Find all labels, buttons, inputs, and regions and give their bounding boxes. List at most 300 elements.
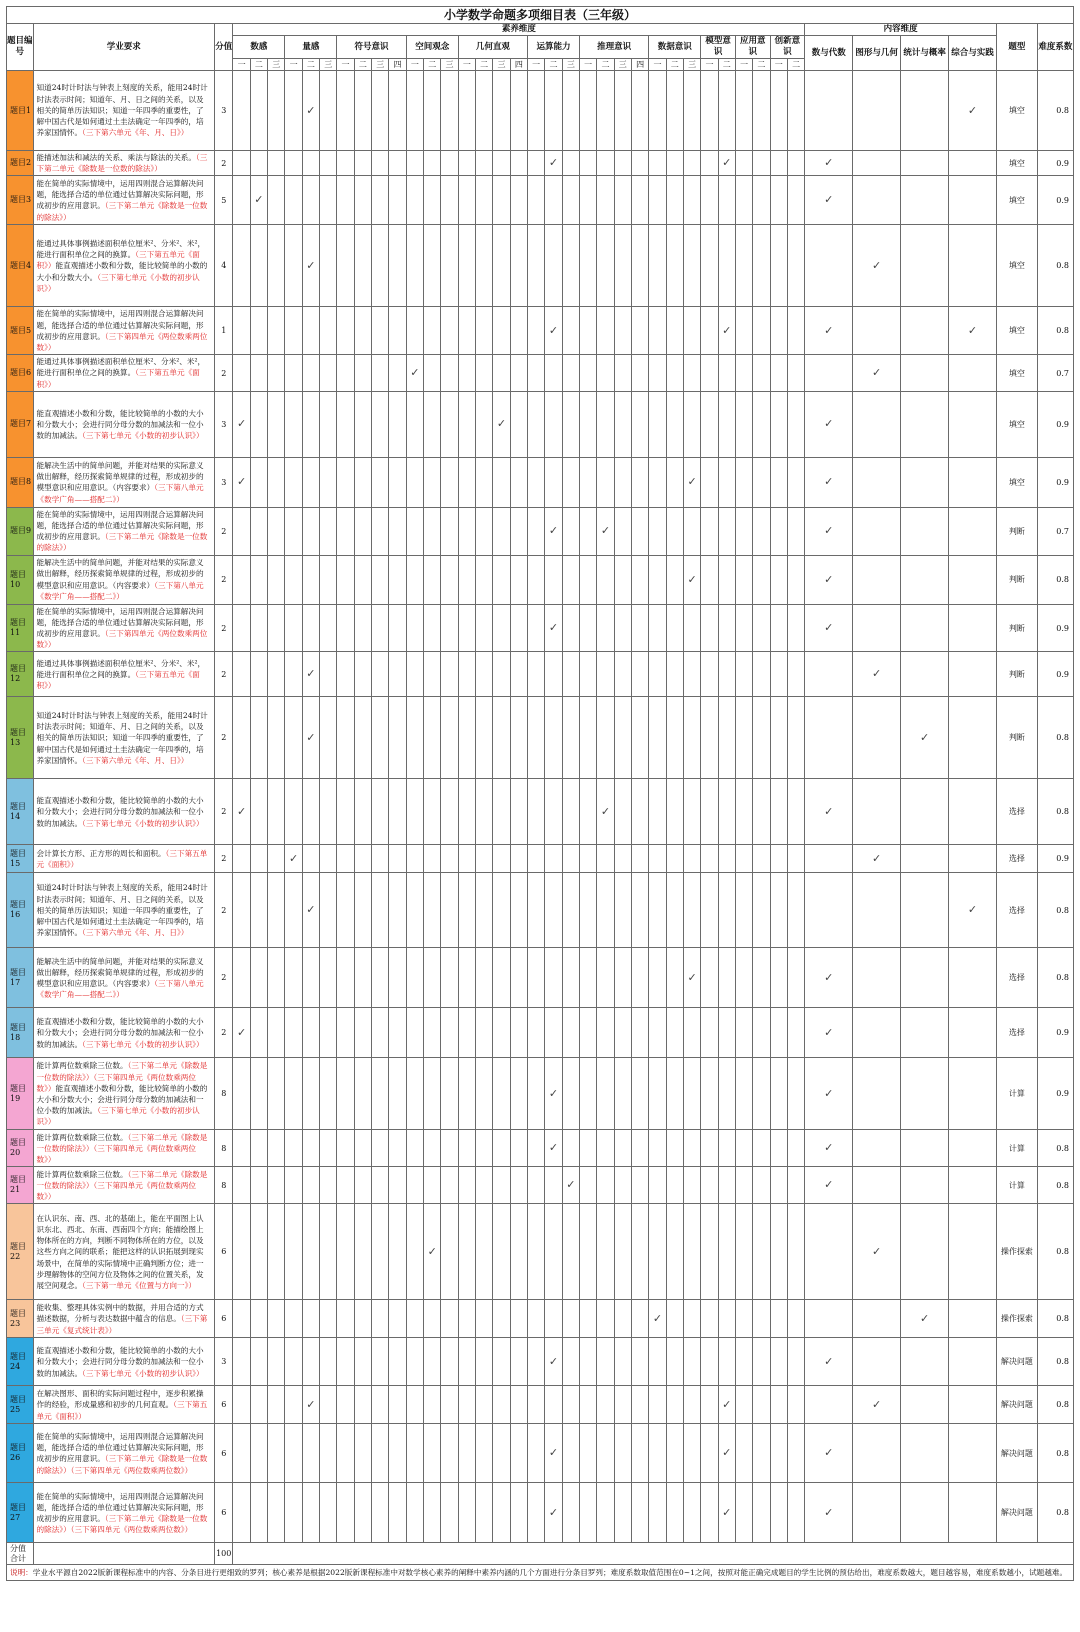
literacy-check-cell bbox=[250, 1300, 267, 1338]
literacy-check-cell: ✓ bbox=[545, 1424, 562, 1483]
literacy-check-cell bbox=[631, 1167, 648, 1204]
literacy-subheader: 三 bbox=[614, 59, 631, 71]
literacy-check-cell bbox=[406, 391, 423, 457]
literacy-check-cell bbox=[337, 604, 354, 652]
requirement-text: 能通过具体事例描述面积单位厘米²、分米²、米²，能进行面积单位之间的换算。 bbox=[36, 658, 206, 679]
requirement-cell bbox=[33, 1130, 215, 1167]
literacy-check-cell bbox=[493, 457, 510, 507]
literacy-check-cell bbox=[597, 555, 614, 604]
requirement-text: 能解决生活中的简单问题，并能对结果的实际意义做出解释，经历探索简单规律的过程，形成初步的模型意识和应用意识。（内容要求） bbox=[36, 956, 204, 988]
literacy-check-cell bbox=[579, 845, 596, 873]
literacy-check-cell bbox=[683, 1300, 700, 1338]
literacy-check-cell bbox=[268, 507, 285, 555]
literacy-check-cell bbox=[753, 1008, 770, 1058]
literacy-check-cell bbox=[476, 604, 493, 652]
literacy-check-cell bbox=[285, 1167, 302, 1204]
literacy-check-cell bbox=[528, 1424, 545, 1483]
literacy-check-cell bbox=[424, 507, 441, 555]
literacy-check-cell bbox=[787, 555, 804, 604]
question-type-cell: 解决问题 bbox=[997, 1424, 1038, 1483]
literacy-check-cell bbox=[545, 355, 562, 392]
literacy-check-cell bbox=[510, 307, 527, 355]
question-id-cell: 题目19 bbox=[7, 1058, 34, 1130]
literacy-check-cell bbox=[510, 845, 527, 873]
literacy-check-cell bbox=[285, 779, 302, 845]
literacy-check-cell bbox=[614, 652, 631, 697]
literacy-check-cell bbox=[562, 697, 579, 779]
content-check-cell bbox=[949, 1386, 997, 1424]
literacy-check-cell bbox=[770, 507, 787, 555]
literacy-check-cell bbox=[250, 779, 267, 845]
literacy-check-cell bbox=[250, 1204, 267, 1300]
literacy-check-cell bbox=[424, 307, 441, 355]
literacy-check-cell: ✓ bbox=[233, 779, 250, 845]
literacy-check-cell bbox=[372, 697, 389, 779]
literacy-check-cell bbox=[302, 1058, 319, 1130]
content-check-cell bbox=[805, 652, 853, 697]
content-check-cell bbox=[901, 1338, 949, 1386]
literacy-check-cell bbox=[770, 225, 787, 307]
score-cell: 2 bbox=[215, 779, 233, 845]
literacy-check-cell: ✓ bbox=[597, 779, 614, 845]
literacy-check-cell bbox=[424, 1008, 441, 1058]
literacy-check-cell bbox=[753, 1058, 770, 1130]
literacy-check-cell bbox=[389, 1008, 406, 1058]
literacy-check-cell bbox=[701, 225, 718, 307]
literacy-check-cell bbox=[233, 845, 250, 873]
literacy-check-cell bbox=[406, 1167, 423, 1204]
literacy-check-cell bbox=[302, 1204, 319, 1300]
literacy-check-cell bbox=[320, 355, 337, 392]
content-check-cell bbox=[949, 151, 997, 176]
header-id: 题目编号 bbox=[7, 24, 34, 71]
literacy-check-cell bbox=[787, 307, 804, 355]
literacy-check-cell bbox=[268, 1058, 285, 1130]
literacy-check-cell bbox=[528, 176, 545, 225]
literacy-check-cell bbox=[579, 1130, 596, 1167]
literacy-check-cell bbox=[787, 1204, 804, 1300]
literacy-check-cell bbox=[770, 1204, 787, 1300]
literacy-check-cell bbox=[631, 457, 648, 507]
literacy-check-cell bbox=[666, 1300, 683, 1338]
literacy-check-cell bbox=[718, 71, 735, 151]
literacy-check-cell bbox=[354, 555, 371, 604]
difficulty-cell: 0.8 bbox=[1037, 225, 1073, 307]
question-type-cell: 填空 bbox=[997, 391, 1038, 457]
literacy-check-cell bbox=[372, 1424, 389, 1483]
literacy-check-cell bbox=[320, 1300, 337, 1338]
literacy-check-cell bbox=[389, 1058, 406, 1130]
literacy-check-cell bbox=[337, 948, 354, 1008]
literacy-check-cell bbox=[302, 779, 319, 845]
content-check-cell bbox=[949, 391, 997, 457]
literacy-check-cell bbox=[753, 225, 770, 307]
requirement-text: 能通过具体事例描述面积单位厘米²、分米²、米²，能进行面积单位之间的换算。 bbox=[36, 238, 206, 260]
content-check-cell: ✓ bbox=[805, 176, 853, 225]
content-check-cell: ✓ bbox=[805, 391, 853, 457]
literacy-check-cell bbox=[424, 1300, 441, 1338]
literacy-check-cell bbox=[528, 652, 545, 697]
literacy-check-cell bbox=[562, 307, 579, 355]
content-check-cell bbox=[853, 873, 901, 948]
literacy-check-cell bbox=[406, 1483, 423, 1543]
literacy-check-cell bbox=[372, 71, 389, 151]
literacy-check-cell bbox=[579, 71, 596, 151]
literacy-check-cell bbox=[631, 1386, 648, 1424]
literacy-check-cell bbox=[579, 697, 596, 779]
literacy-check-cell bbox=[320, 1424, 337, 1483]
literacy-check-cell bbox=[424, 555, 441, 604]
content-check-cell bbox=[853, 1058, 901, 1130]
literacy-check-cell bbox=[337, 1386, 354, 1424]
literacy-check-cell bbox=[320, 1130, 337, 1167]
literacy-check-cell bbox=[735, 1424, 752, 1483]
header-content-dimension: 内容维度 bbox=[805, 24, 997, 36]
literacy-check-cell bbox=[233, 1483, 250, 1543]
literacy-check-cell bbox=[649, 604, 666, 652]
literacy-check-cell bbox=[666, 779, 683, 845]
content-check-cell bbox=[901, 151, 949, 176]
literacy-check-cell bbox=[476, 307, 493, 355]
literacy-check-cell bbox=[718, 1300, 735, 1338]
literacy-check-cell bbox=[337, 225, 354, 307]
literacy-check-cell bbox=[545, 1300, 562, 1338]
literacy-check-cell bbox=[787, 1338, 804, 1386]
literacy-check-cell bbox=[233, 873, 250, 948]
literacy-check-cell bbox=[718, 176, 735, 225]
literacy-check-cell bbox=[579, 1424, 596, 1483]
literacy-check-cell bbox=[233, 1204, 250, 1300]
literacy-check-cell bbox=[579, 355, 596, 392]
literacy-check-cell bbox=[285, 1483, 302, 1543]
content-check-cell bbox=[901, 652, 949, 697]
literacy-check-cell bbox=[493, 1008, 510, 1058]
literacy-check-cell bbox=[701, 1483, 718, 1543]
literacy-check-cell bbox=[614, 873, 631, 948]
literacy-check-cell bbox=[372, 604, 389, 652]
literacy-check-cell bbox=[597, 1338, 614, 1386]
literacy-check-cell bbox=[268, 151, 285, 176]
literacy-check-cell bbox=[562, 555, 579, 604]
literacy-check-cell bbox=[250, 71, 267, 151]
difficulty-cell: 0.8 bbox=[1037, 307, 1073, 355]
literacy-check-cell bbox=[441, 1130, 458, 1167]
literacy-check-cell bbox=[666, 151, 683, 176]
literacy-check-cell bbox=[683, 652, 700, 697]
literacy-check-cell bbox=[770, 697, 787, 779]
literacy-check-cell bbox=[614, 555, 631, 604]
literacy-check-cell bbox=[579, 1386, 596, 1424]
difficulty-cell: 0.9 bbox=[1037, 1058, 1073, 1130]
literacy-check-cell bbox=[770, 873, 787, 948]
literacy-check-cell bbox=[389, 151, 406, 176]
literacy-check-cell bbox=[389, 1424, 406, 1483]
literacy-check-cell bbox=[770, 307, 787, 355]
literacy-check-cell bbox=[718, 1008, 735, 1058]
question-type-cell: 计算 bbox=[997, 1167, 1038, 1204]
literacy-check-cell bbox=[268, 1300, 285, 1338]
literacy-check-cell bbox=[320, 225, 337, 307]
table-row bbox=[7, 948, 1074, 1008]
literacy-check-cell bbox=[631, 1204, 648, 1300]
question-type-cell: 操作探索 bbox=[997, 1204, 1038, 1300]
literacy-check-cell bbox=[285, 176, 302, 225]
literacy-check-cell bbox=[701, 652, 718, 697]
literacy-check-cell bbox=[770, 391, 787, 457]
literacy-check-cell bbox=[285, 1300, 302, 1338]
textbook-reference: （三下第二单元《除数是一位数的除法》）（三下第四单元《两位数乘两位数》） bbox=[36, 1513, 208, 1535]
literacy-check-cell bbox=[770, 1300, 787, 1338]
literacy-check-cell bbox=[683, 176, 700, 225]
literacy-check-cell bbox=[424, 391, 441, 457]
literacy-check-cell bbox=[614, 355, 631, 392]
literacy-check-cell bbox=[337, 1130, 354, 1167]
requirement-text: 能直观描述小数和分数，能比较简单的小数的大小和分数大小；会进行同分母分数的加减法和一位小数的加减法。 bbox=[36, 1346, 204, 1378]
literacy-check-cell bbox=[631, 225, 648, 307]
literacy-subheader: 四 bbox=[631, 59, 648, 71]
literacy-check-cell bbox=[424, 457, 441, 507]
literacy-check-cell bbox=[718, 225, 735, 307]
content-check-cell bbox=[901, 307, 949, 355]
requirement-text: 知道24时计时法与钟表上刻度的关系，能用24时计时法表示时间；知道年、月、日之间的关系，以及相关的简单历法知识；知道一年四季的重要性，了解中国古代是如何通过土圭法确定一年四季的，培养家国情怀。 bbox=[36, 710, 208, 765]
total-label: 分值合计 bbox=[7, 1543, 34, 1565]
literacy-check-cell bbox=[372, 845, 389, 873]
literacy-check-cell bbox=[787, 845, 804, 873]
literacy-check-cell bbox=[441, 1338, 458, 1386]
literacy-check-cell bbox=[770, 948, 787, 1008]
content-check-cell: ✓ bbox=[805, 779, 853, 845]
literacy-check-cell bbox=[302, 555, 319, 604]
requirement-cell bbox=[33, 507, 215, 555]
literacy-check-cell bbox=[233, 176, 250, 225]
score-cell: 2 bbox=[215, 1008, 233, 1058]
content-check-cell bbox=[901, 391, 949, 457]
literacy-check-cell bbox=[233, 1338, 250, 1386]
score-cell: 2 bbox=[215, 604, 233, 652]
literacy-subheader: 三 bbox=[320, 59, 337, 71]
literacy-check-cell bbox=[493, 1424, 510, 1483]
literacy-check-cell bbox=[268, 948, 285, 1008]
literacy-check-cell bbox=[320, 555, 337, 604]
literacy-check-cell bbox=[735, 1058, 752, 1130]
literacy-check-cell bbox=[701, 1167, 718, 1204]
table-row bbox=[7, 1386, 1074, 1424]
literacy-check-cell bbox=[389, 1130, 406, 1167]
literacy-check-cell bbox=[250, 1483, 267, 1543]
literacy-check-cell bbox=[545, 457, 562, 507]
content-column-header: 综合与实践 bbox=[949, 36, 997, 71]
literacy-check-cell bbox=[493, 355, 510, 392]
literacy-check-cell bbox=[320, 1058, 337, 1130]
literacy-check-cell bbox=[666, 1386, 683, 1424]
literacy-subheader: 二 bbox=[545, 59, 562, 71]
content-check-cell bbox=[853, 779, 901, 845]
literacy-check-cell bbox=[631, 948, 648, 1008]
question-id-cell: 题目2 bbox=[7, 151, 34, 176]
content-check-cell bbox=[949, 1424, 997, 1483]
literacy-check-cell bbox=[528, 225, 545, 307]
content-check-cell bbox=[901, 1204, 949, 1300]
literacy-check-cell: ✓ bbox=[649, 1300, 666, 1338]
literacy-check-cell bbox=[735, 391, 752, 457]
content-check-cell: ✓ bbox=[805, 507, 853, 555]
literacy-check-cell bbox=[510, 1008, 527, 1058]
literacy-check-cell bbox=[441, 873, 458, 948]
literacy-check-cell bbox=[406, 1300, 423, 1338]
literacy-check-cell bbox=[753, 457, 770, 507]
note-row bbox=[7, 1565, 1074, 1581]
literacy-check-cell bbox=[441, 71, 458, 151]
literacy-check-cell bbox=[666, 948, 683, 1008]
literacy-check-cell bbox=[701, 1424, 718, 1483]
content-check-cell bbox=[949, 1483, 997, 1543]
literacy-check-cell bbox=[666, 225, 683, 307]
score-cell: 2 bbox=[215, 652, 233, 697]
content-check-cell bbox=[901, 1167, 949, 1204]
literacy-check-cell: ✓ bbox=[718, 1386, 735, 1424]
literacy-group-header: 数感 bbox=[233, 36, 285, 59]
literacy-check-cell bbox=[683, 307, 700, 355]
literacy-check-cell bbox=[337, 1338, 354, 1386]
literacy-check-cell bbox=[614, 1424, 631, 1483]
literacy-check-cell bbox=[476, 507, 493, 555]
literacy-check-cell bbox=[770, 1058, 787, 1130]
total-empty bbox=[33, 1543, 215, 1565]
literacy-check-cell bbox=[528, 151, 545, 176]
literacy-check-cell bbox=[285, 948, 302, 1008]
literacy-check-cell bbox=[614, 391, 631, 457]
literacy-check-cell bbox=[787, 697, 804, 779]
content-check-cell: ✓ bbox=[805, 307, 853, 355]
question-id-cell: 题目26 bbox=[7, 1424, 34, 1483]
question-id-cell: 题目15 bbox=[7, 845, 34, 873]
literacy-check-cell bbox=[753, 1130, 770, 1167]
literacy-check-cell bbox=[250, 604, 267, 652]
literacy-check-cell bbox=[458, 151, 475, 176]
literacy-check-cell bbox=[389, 507, 406, 555]
literacy-check-cell bbox=[562, 1338, 579, 1386]
literacy-check-cell bbox=[389, 1204, 406, 1300]
literacy-check-cell bbox=[510, 604, 527, 652]
literacy-check-cell bbox=[528, 948, 545, 1008]
literacy-check-cell bbox=[787, 652, 804, 697]
literacy-check-cell bbox=[631, 1483, 648, 1543]
literacy-check-cell bbox=[372, 391, 389, 457]
literacy-check-cell bbox=[753, 71, 770, 151]
literacy-check-cell bbox=[458, 1008, 475, 1058]
literacy-check-cell bbox=[701, 845, 718, 873]
literacy-check-cell bbox=[666, 604, 683, 652]
content-check-cell bbox=[901, 176, 949, 225]
literacy-check-cell bbox=[545, 555, 562, 604]
content-check-cell bbox=[901, 1424, 949, 1483]
score-cell: 2 bbox=[215, 555, 233, 604]
literacy-check-cell bbox=[579, 604, 596, 652]
literacy-check-cell bbox=[441, 1058, 458, 1130]
content-check-cell bbox=[949, 1008, 997, 1058]
textbook-reference: （三下第五单元《面积》） bbox=[36, 1400, 208, 1421]
literacy-check-cell bbox=[528, 845, 545, 873]
literacy-check-cell bbox=[476, 652, 493, 697]
literacy-check-cell bbox=[562, 391, 579, 457]
textbook-reference: （三下第二单元《除数是一位数的除法》）（三下第四单元《两位数乘两位数》） bbox=[36, 1454, 208, 1475]
literacy-check-cell bbox=[510, 1300, 527, 1338]
literacy-check-cell bbox=[701, 1130, 718, 1167]
literacy-check-cell bbox=[285, 151, 302, 176]
content-check-cell bbox=[901, 1386, 949, 1424]
literacy-check-cell bbox=[493, 151, 510, 176]
literacy-check-cell bbox=[735, 1008, 752, 1058]
literacy-check-cell bbox=[233, 652, 250, 697]
literacy-check-cell bbox=[458, 1204, 475, 1300]
literacy-check-cell bbox=[372, 1008, 389, 1058]
content-check-cell bbox=[853, 307, 901, 355]
question-id-cell: 题目21 bbox=[7, 1167, 34, 1204]
literacy-check-cell bbox=[372, 151, 389, 176]
content-check-cell bbox=[949, 176, 997, 225]
literacy-check-cell bbox=[476, 845, 493, 873]
literacy-check-cell bbox=[337, 555, 354, 604]
literacy-check-cell bbox=[649, 873, 666, 948]
literacy-check-cell bbox=[753, 1167, 770, 1204]
literacy-check-cell bbox=[441, 1483, 458, 1543]
literacy-subheader: 三 bbox=[441, 59, 458, 71]
literacy-subheader: 一 bbox=[337, 59, 354, 71]
question-type-cell: 选择 bbox=[997, 873, 1038, 948]
literacy-check-cell bbox=[579, 176, 596, 225]
question-type-cell: 解决问题 bbox=[997, 1386, 1038, 1424]
literacy-check-cell: ✓ bbox=[545, 1483, 562, 1543]
literacy-check-cell: ✓ bbox=[285, 845, 302, 873]
explanation-note bbox=[7, 1565, 1074, 1581]
score-cell: 2 bbox=[215, 697, 233, 779]
literacy-check-cell bbox=[528, 604, 545, 652]
literacy-check-cell bbox=[614, 176, 631, 225]
literacy-check-cell bbox=[528, 1338, 545, 1386]
literacy-check-cell bbox=[510, 1483, 527, 1543]
specification-table bbox=[6, 6, 1074, 1581]
literacy-check-cell bbox=[631, 151, 648, 176]
literacy-check-cell bbox=[770, 355, 787, 392]
content-check-cell bbox=[901, 604, 949, 652]
content-check-cell: ✓ bbox=[901, 697, 949, 779]
literacy-check-cell bbox=[320, 1167, 337, 1204]
literacy-check-cell bbox=[372, 355, 389, 392]
literacy-check-cell: ✓ bbox=[562, 1167, 579, 1204]
content-check-cell: ✓ bbox=[805, 1338, 853, 1386]
table-row bbox=[7, 697, 1074, 779]
literacy-check-cell bbox=[735, 1338, 752, 1386]
literacy-check-cell bbox=[528, 1300, 545, 1338]
literacy-check-cell bbox=[579, 1300, 596, 1338]
literacy-check-cell bbox=[250, 355, 267, 392]
literacy-check-cell bbox=[597, 1130, 614, 1167]
specification-table-container bbox=[6, 6, 1074, 1581]
literacy-check-cell bbox=[735, 457, 752, 507]
literacy-check-cell: ✓ bbox=[545, 151, 562, 176]
content-check-cell bbox=[949, 948, 997, 1008]
content-check-cell bbox=[949, 1338, 997, 1386]
literacy-check-cell bbox=[562, 652, 579, 697]
literacy-check-cell bbox=[476, 225, 493, 307]
literacy-check-cell bbox=[458, 1424, 475, 1483]
literacy-check-cell bbox=[649, 948, 666, 1008]
literacy-check-cell bbox=[476, 1167, 493, 1204]
requirement-text: 能在简单的实际情境中，运用四则混合运算解决问题，能选择合适的单位通过估算解决实际问题，形成初步的应用意识。 bbox=[36, 1432, 204, 1464]
literacy-check-cell bbox=[683, 697, 700, 779]
literacy-check-cell bbox=[406, 555, 423, 604]
literacy-check-cell bbox=[562, 507, 579, 555]
